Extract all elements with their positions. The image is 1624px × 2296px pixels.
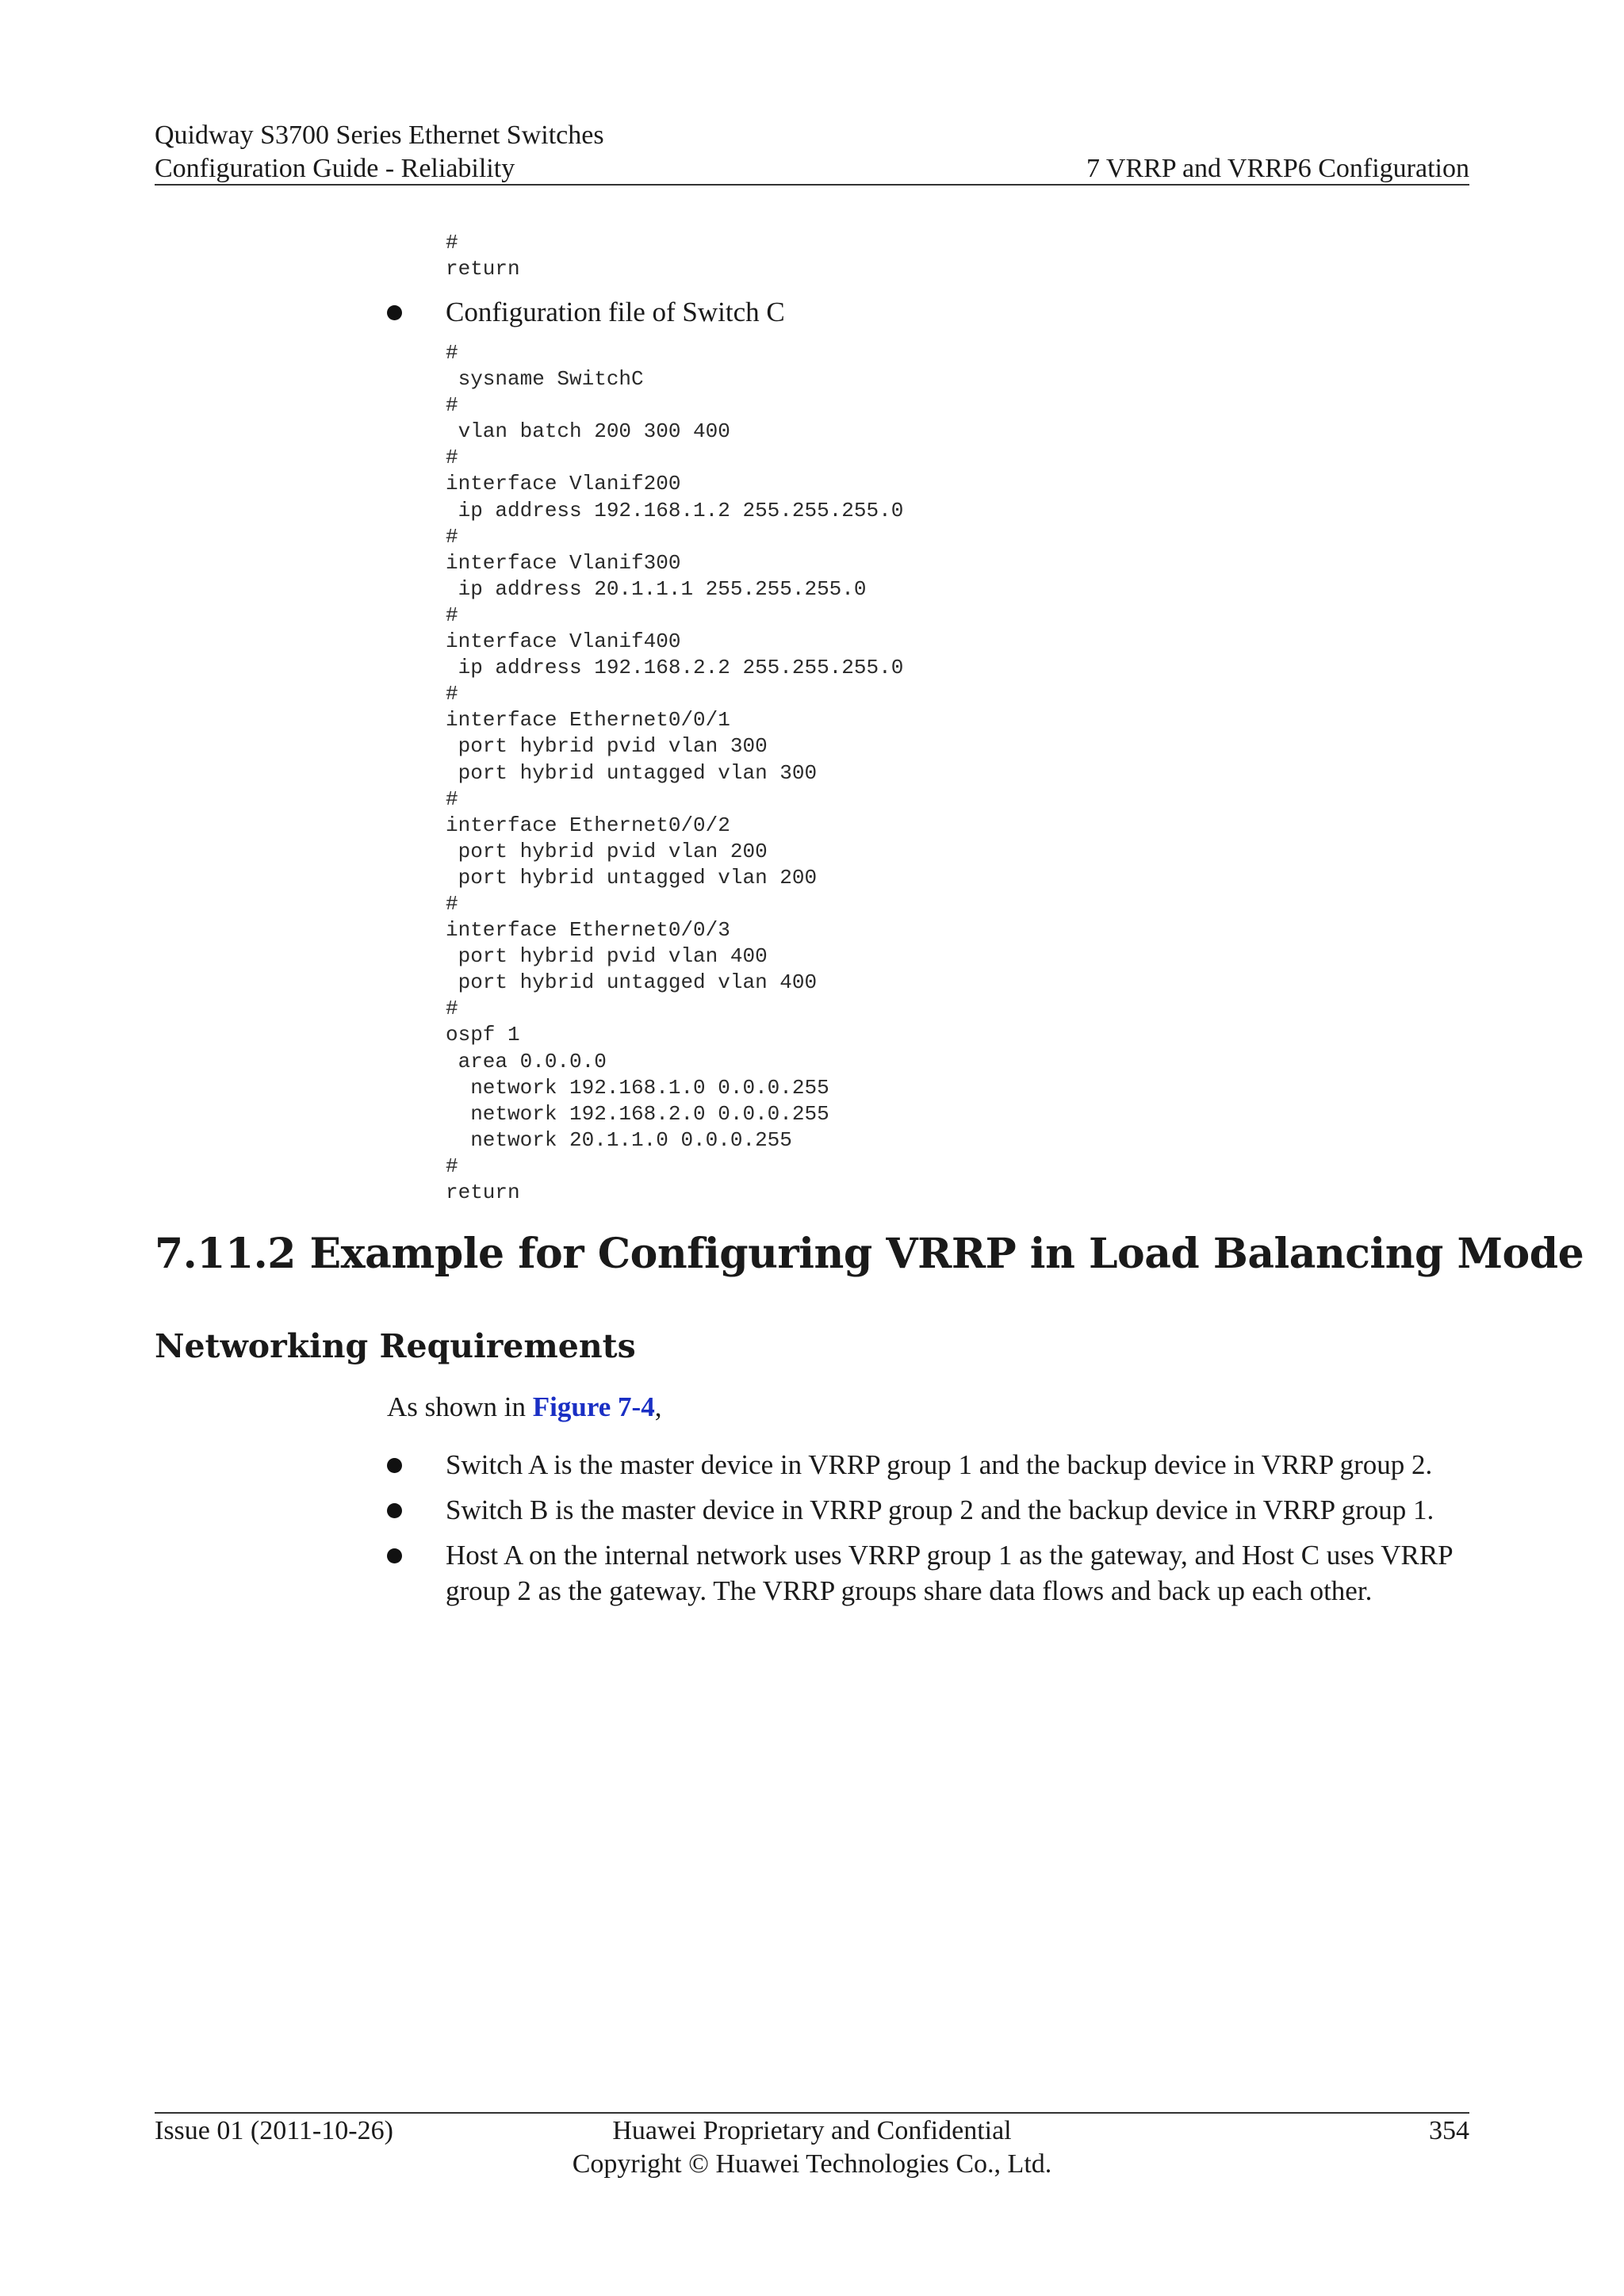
bullet-dot <box>387 1503 402 1518</box>
footer-copyright: Copyright © Huawei Technologies Co., Ltd. <box>572 2149 1052 2179</box>
header-chapter: 7 VRRP and VRRP6 Configuration <box>1086 154 1469 183</box>
intro-suffix: , <box>654 1391 662 1422</box>
requirement-bullet <box>387 1447 1469 1483</box>
bullet-text: Switch B is the master device in VRRP group 2 and the backup device in VRRP group 1. <box>446 1494 1434 1525</box>
footer-page-number: 354 <box>1429 2116 1469 2145</box>
code-block-previous: # return <box>446 231 520 281</box>
requirement-bullet <box>387 1537 1469 1609</box>
figure-link[interactable]: Figure 7-4 <box>532 1391 655 1422</box>
intro-prefix: As shown in <box>387 1391 533 1422</box>
bullet-dot <box>387 1458 402 1473</box>
header-rule <box>155 184 1469 186</box>
footer-confidential: Huawei Proprietary and Confidential <box>612 2116 1012 2145</box>
bullet-label: Configuration file of Switch C <box>446 297 785 327</box>
intro-paragraph <box>387 1389 661 1425</box>
bullet-dot <box>387 1548 402 1563</box>
requirement-bullet <box>387 1492 1469 1528</box>
bullet-dot <box>387 305 402 320</box>
header-product: Quidway S3700 Series Ethernet Switches <box>155 121 604 150</box>
subsection-title: Networking Requirements <box>155 1327 636 1365</box>
section-title: 7.11.2 Example for Configuring VRRP in Load Balancing Mode <box>155 1230 1584 1278</box>
footer-rule <box>155 2112 1469 2114</box>
bullet-switch-c <box>387 294 1469 330</box>
code-block-switch-c: # sysname SwitchC # vlan batch 200 300 400 # interface Vlanif200 ip address 192.168.1.2 255.255.255.0 # interface Vlanif300 ip address 20.1.1.1 255.255.255.0 # interface Vlanif400 ip address 192.168.2.2 255.255.255.0 # interface Ethernet0/0/1 port hybrid pvid vlan 300 port hybrid untagged vlan 300 # interface Ethernet0/0/2 port hybrid pvid vlan 200 port hybrid untagged vlan 200 # interface Ethernet0/0/3 port hybrid pvid vlan 400 port hybrid untagged vlan 400 # ospf 1 area 0.0.0.0 network 192.168.1.0 0.0.0.255 network 192.168.2.0 0.0.0.255 network 20.1.1.0 0.0.0.255 # return <box>446 341 904 1204</box>
footer-issue: Issue 01 (2011-10-26) <box>155 2116 393 2145</box>
header-guide: Configuration Guide - Reliability <box>155 154 515 183</box>
bullet-text: Host A on the internal network uses VRRP group 1 as the gateway, and Host C uses VRRP group 2 as the gateway. The VRRP groups share data flows and back up each other. <box>446 1540 1453 1606</box>
bullet-text: Switch A is the master device in VRRP group 1 and the backup device in VRRP group 2. <box>446 1449 1433 1480</box>
footer-center <box>495 2114 1129 2181</box>
